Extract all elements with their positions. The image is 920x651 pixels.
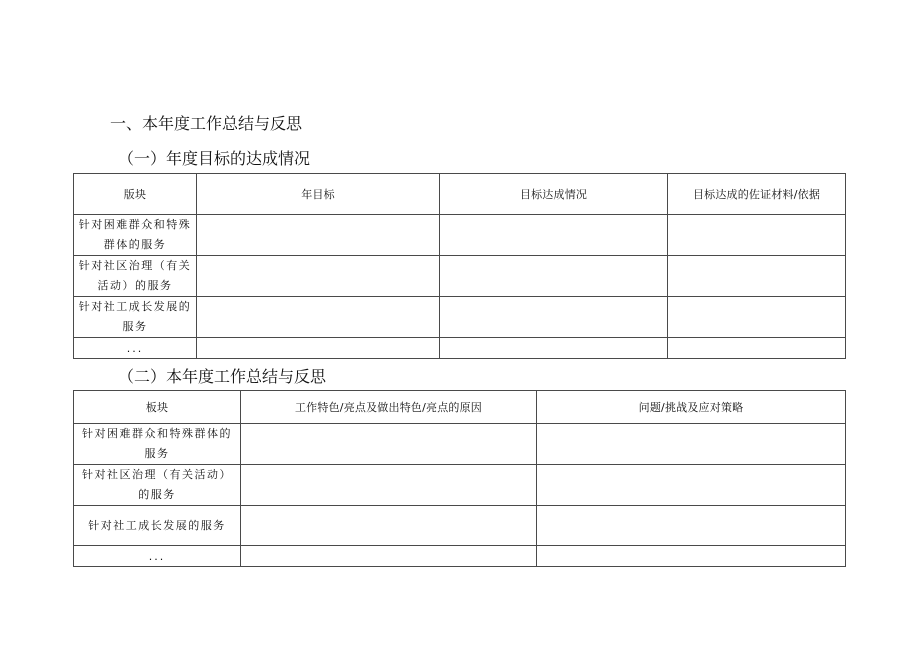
table-row: [74, 424, 846, 465]
row-label-line: 的服务: [138, 488, 176, 501]
section1-heading: （一）年度目标的达成情况: [118, 149, 311, 168]
row-label-line: 服务: [144, 447, 170, 460]
row-label-line: 针对社工成长发展的服务: [88, 518, 226, 532]
table-row: [74, 338, 846, 359]
table-row: [74, 506, 846, 546]
table-cell[interactable]: [537, 465, 846, 506]
row-label-vulnerable-groups: [74, 424, 241, 465]
row-label-community-governance: [74, 465, 241, 506]
column-header-goal-status: 目标达成情况: [440, 174, 668, 215]
table-header-row: [74, 391, 846, 424]
column-header-highlights: 工作特色/亮点及做出特色/亮点的原因: [241, 391, 537, 424]
table-cell[interactable]: [537, 424, 846, 465]
table-cell[interactable]: [440, 256, 668, 297]
row-label-community-governance: [74, 256, 197, 297]
column-header-section: 版块: [74, 174, 197, 215]
table-row: [74, 256, 846, 297]
table-cell[interactable]: [241, 506, 537, 546]
table-row: [74, 546, 846, 567]
table-cell[interactable]: [241, 546, 537, 567]
table-cell[interactable]: [197, 297, 440, 338]
table-cell[interactable]: [197, 338, 440, 359]
table-cell[interactable]: [537, 506, 846, 546]
row-label-line: 针对困难群众和特殊: [78, 218, 192, 231]
table-cell[interactable]: [440, 215, 668, 256]
row-label-line: 针对社工成长发展的: [78, 300, 192, 313]
table-row: [74, 465, 846, 506]
row-label-line: 针对社区治理（有关活动）: [82, 468, 232, 481]
table-cell[interactable]: [197, 256, 440, 297]
table-row: [74, 297, 846, 338]
row-ellipsis: ...: [74, 546, 241, 567]
table-cell[interactable]: [537, 546, 846, 567]
table-header-row: [74, 174, 846, 215]
table-cell[interactable]: [241, 465, 537, 506]
table-cell[interactable]: [241, 424, 537, 465]
row-label-line: 服务: [122, 320, 148, 333]
section2-heading: （二）本年度工作总结与反思: [118, 367, 327, 386]
column-header-section: 板块: [74, 391, 241, 424]
row-label-line: 针对社区治理（有关: [78, 259, 192, 272]
row-label-vulnerable-groups: [74, 215, 197, 256]
table-cell[interactable]: [197, 215, 440, 256]
row-label-social-worker-growth: [74, 506, 241, 546]
row-ellipsis: ...: [74, 338, 197, 359]
table-cell[interactable]: [440, 297, 668, 338]
column-header-challenges: 问题/挑战及应对策略: [537, 391, 846, 424]
row-label-line: 群体的服务: [103, 238, 167, 251]
summary-table: [73, 390, 846, 567]
table-row: [74, 215, 846, 256]
table-cell[interactable]: [668, 297, 846, 338]
row-label-social-worker-growth: [74, 297, 197, 338]
column-header-annual-goal: 年目标: [197, 174, 440, 215]
page-heading: 一、本年度工作总结与反思: [110, 114, 303, 133]
table-cell[interactable]: [668, 338, 846, 359]
column-header-evidence: 目标达成的佐证材料/依据: [668, 174, 846, 215]
table-cell[interactable]: [668, 256, 846, 297]
table-cell[interactable]: [668, 215, 846, 256]
row-label-line: 针对困难群众和特殊群体的: [82, 427, 232, 440]
goals-table: [73, 173, 846, 359]
table-cell[interactable]: [440, 338, 668, 359]
row-label-line: 活动）的服务: [97, 279, 173, 292]
